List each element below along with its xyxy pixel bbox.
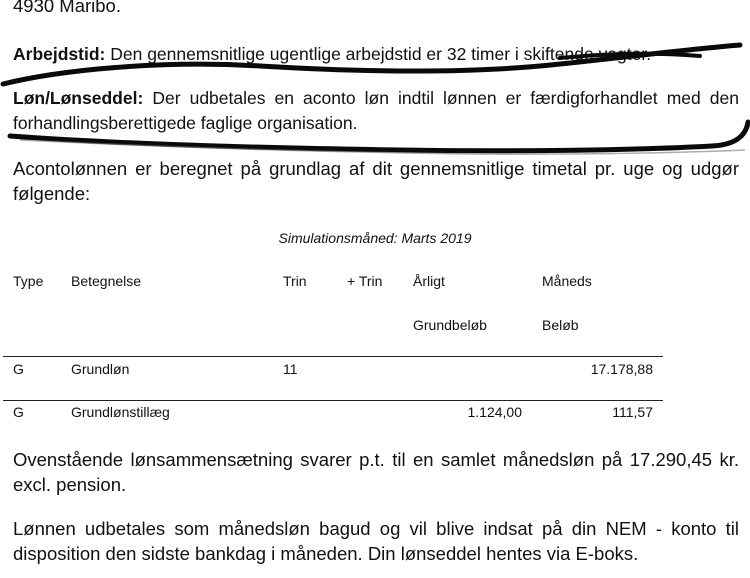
- work-hours-text: Den gennemsnitlige ugentlige arbejdstid er 32 timer i skiftende vagter.: [105, 44, 652, 64]
- table-divider: [3, 400, 663, 401]
- header-plus-trin: + Trin: [347, 273, 383, 289]
- address-line: 4930 Maribo.: [13, 0, 121, 16]
- salary-label: Løn/Lønseddel:: [13, 88, 144, 108]
- row2-maanedsbeloeb: 111,57: [612, 404, 653, 420]
- payment-paragraph: Lønnen udbetales som månedsløn bagud og vil blive indsat på din NEM - konto til disposition den sidste bankdag i måneden. Din lønseddel hentes via E-boks.: [13, 518, 739, 564]
- work-hours-paragraph: [13, 42, 739, 67]
- header-beloeb: Beløb: [542, 317, 579, 333]
- row1-trin: 11: [283, 361, 298, 377]
- acconto-intro-paragraph: Acontolønnen er beregnet på grundlag af dit gennemsnitlige timetal pr. uge og udgør følgende:: [13, 158, 739, 204]
- table-divider: [3, 356, 663, 357]
- row1-type: G: [13, 361, 24, 377]
- total-paragraph: Ovenstående lønsammensætning svarer p.t. til en samlet månedsløn på 17.290,45 kr. excl. pension.: [13, 449, 739, 495]
- salary-paragraph: [13, 86, 739, 136]
- header-maaneds: Måneds: [542, 273, 592, 289]
- row1-betegnelse: Grundløn: [71, 361, 130, 377]
- header-aarligt: Årligt: [413, 273, 445, 289]
- header-betegnelse: Betegnelse: [71, 273, 142, 289]
- work-hours-label: Arbejdstid:: [13, 44, 106, 64]
- header-trin: Trin: [283, 273, 307, 289]
- table-caption: Simulationsmåned: Marts 2019: [278, 230, 472, 246]
- marker-stroke-bottom-faint: [20, 140, 745, 154]
- row2-type: G: [13, 404, 24, 420]
- salary-text: Der udbetales en aconto løn indtil lønnen er færdigforhandlet med den forhandlingsberettigede faglige organisation.: [13, 88, 739, 133]
- row2-grundbeloeb: 1.124,00: [467, 404, 522, 420]
- row1-maanedsbeloeb: 17.178,88: [590, 361, 653, 377]
- header-type: Type: [13, 273, 44, 289]
- row2-betegnelse: Grundlønstillæg: [71, 404, 170, 420]
- header-grundbeloeb: Grundbeløb: [413, 317, 487, 333]
